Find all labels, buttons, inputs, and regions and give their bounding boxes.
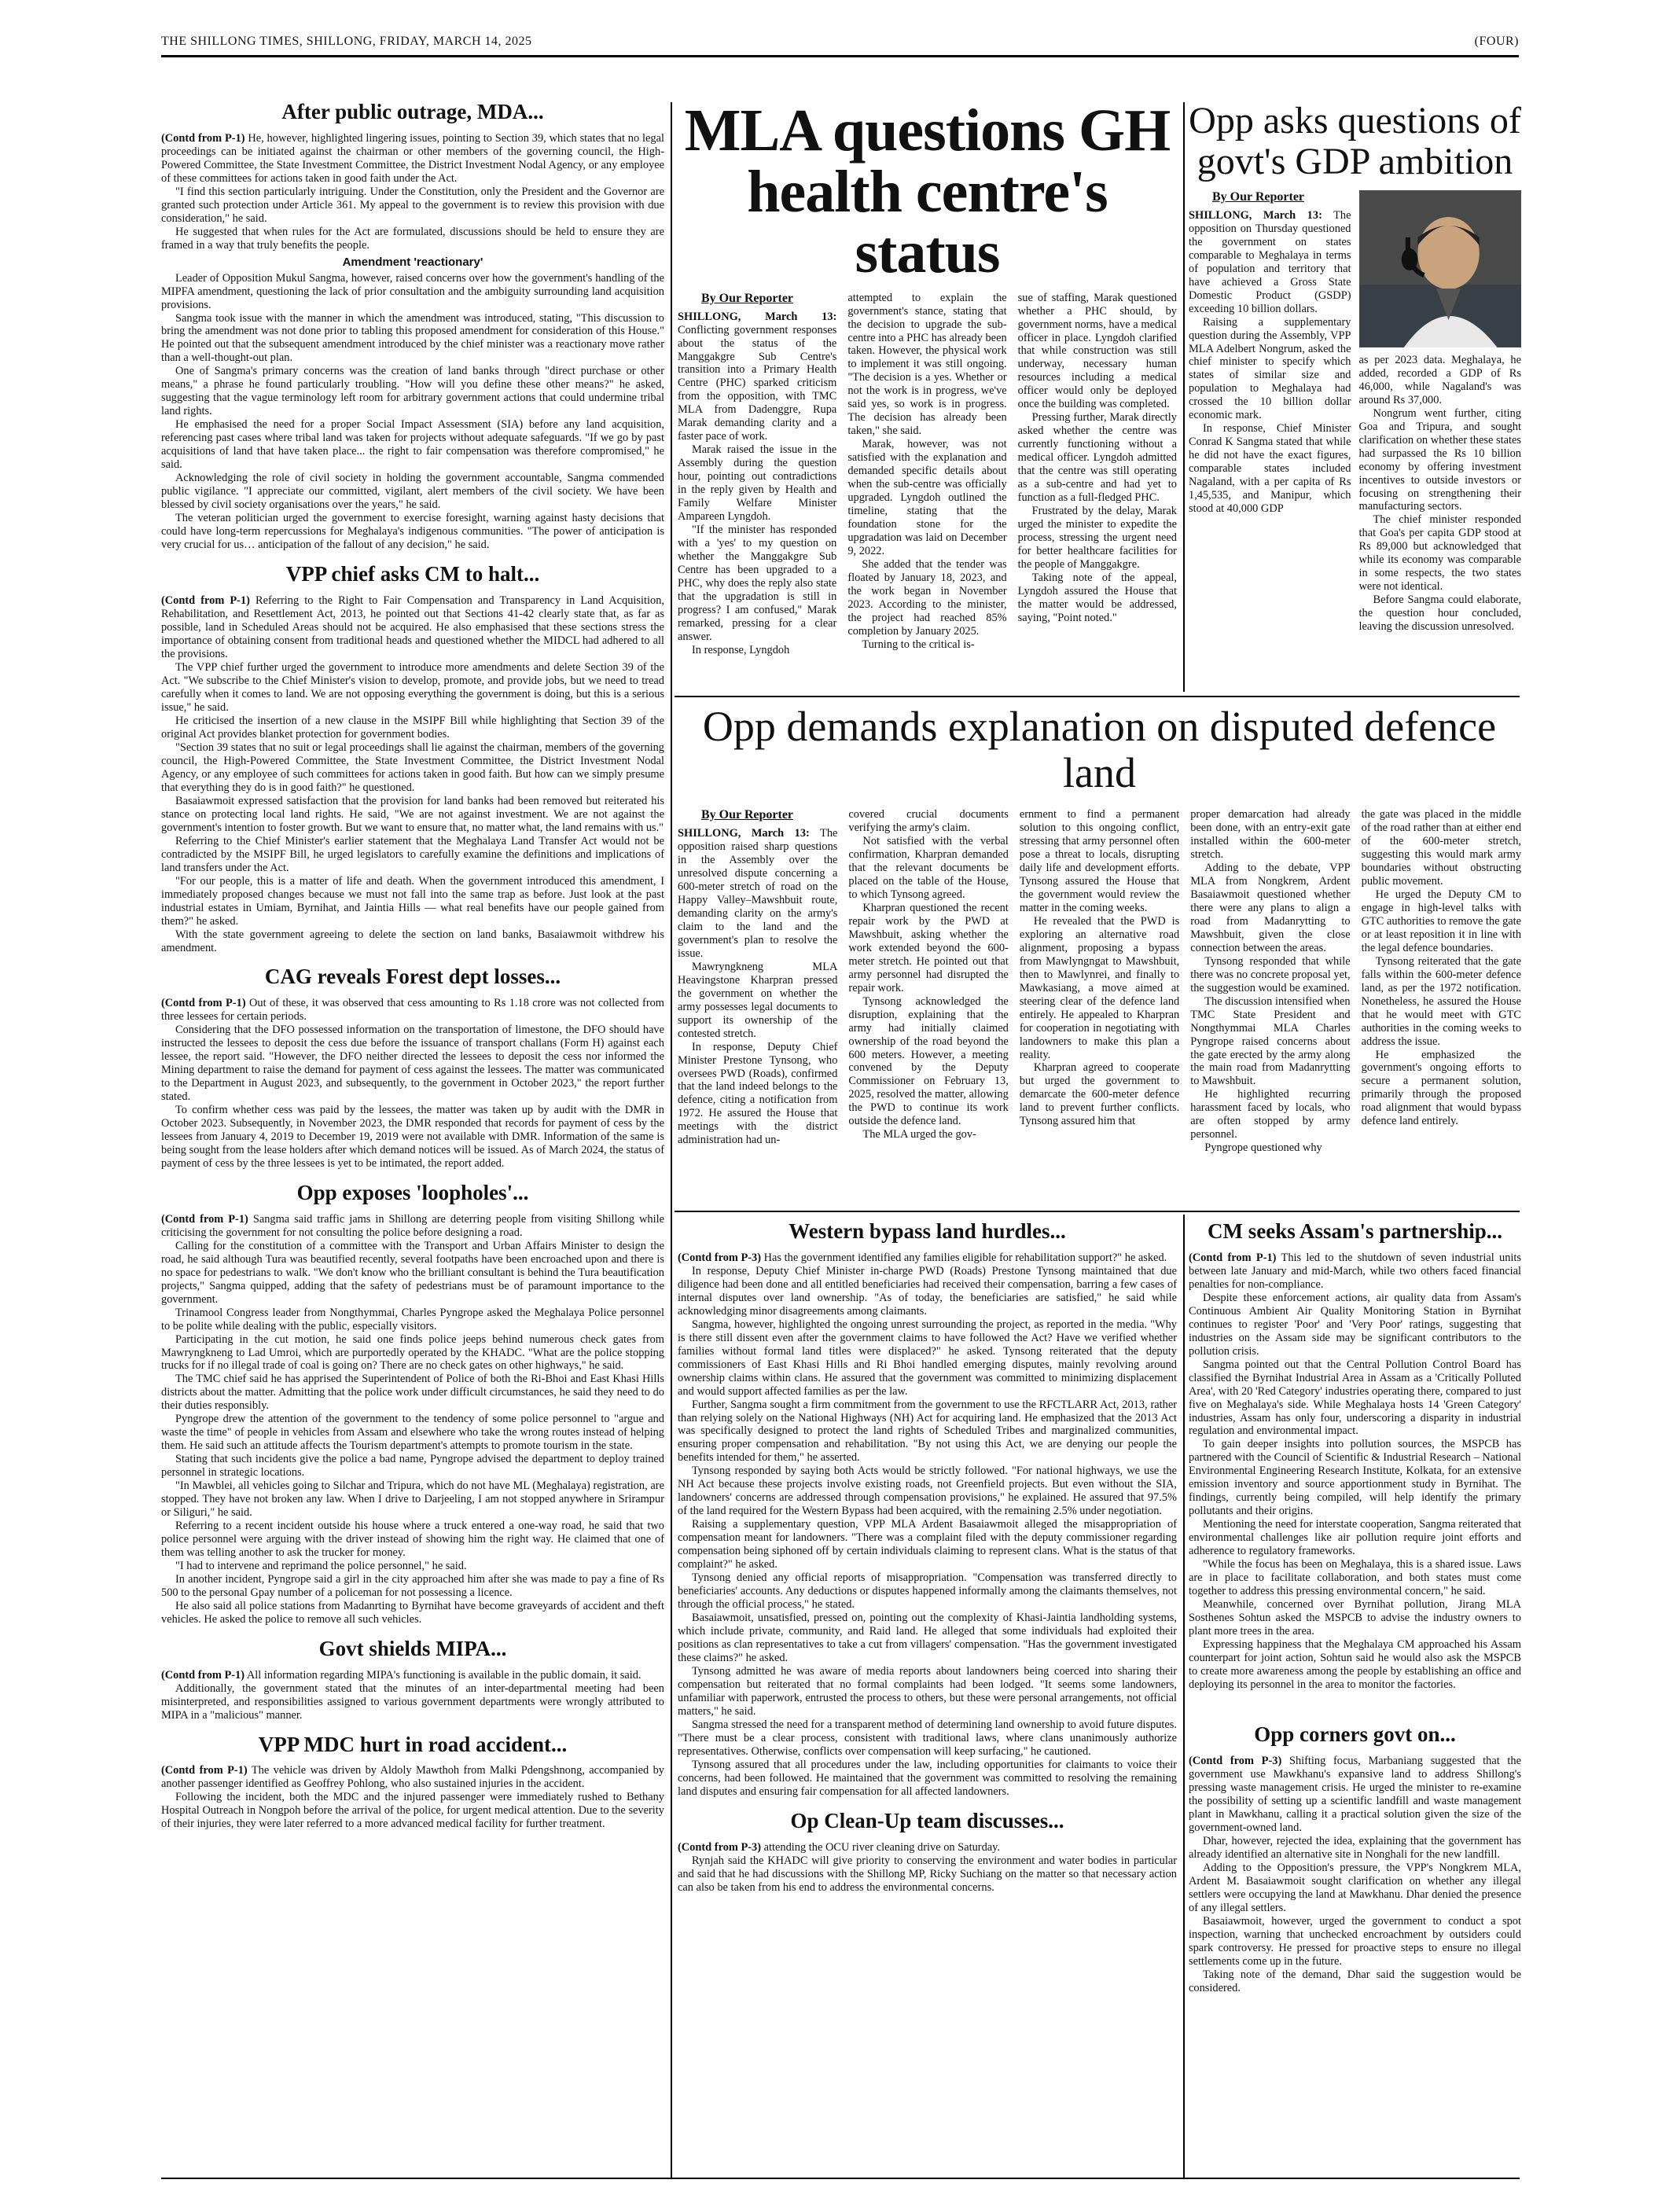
- paragraph: Participating in the cut motion, he said one finds police jeeps behind numerous check gates from Mawryngkneng to Lad Umroi, which are purportedly operated by the KHADC. "What are the police stopping trucks for if no illegal trade of coal is going on? There are no check gates on other highways," he said.: [161, 1332, 664, 1373]
- paragraph: Taking note of the appeal, Lyngdoh assured the House that the matter would be addressed, saying, "Point noted.": [1017, 572, 1177, 625]
- paragraph: SHILLONG, March 13: Conflicting government responses about the status of the Manggakgre Sub Centre's transition into a Primary Health Centre (PHC) sparked criticism from the opposition, with TMC MLA from Dadenggre, Rupa Marak demanding clarity and a faster pace of work.: [678, 310, 837, 443]
- column: [1189, 190, 1351, 634]
- paragraph: "I had to intervene and reprimand the police personnel," he said.: [175, 1560, 467, 1573]
- paragraph: as per 2023 data. Meghalaya, he added, recorded a GDP of Rs 46,000, while Nagaland's was around Rs 37,000.: [1358, 353, 1521, 406]
- byline: By Our Reporter: [701, 807, 794, 822]
- paragraph: He criticised the insertion of a new clause in the MSIPF Bill while highlighting that Section 39 of the original Act provides blanket protection for government bodies.: [161, 714, 664, 741]
- column-divider-left: [671, 102, 672, 2178]
- rule-below-defence: [675, 1211, 1520, 1212]
- article-gh-health-centre: [678, 101, 1177, 692]
- paragraph: Kharpran agreed to cooperate but urged the government to demarcate the 600-meter defence land to prevent further conflicts. Tynsong assured him that: [1019, 1061, 1180, 1128]
- paragraph: In response, Lyngdoh: [692, 644, 790, 657]
- paragraph: Expressing happiness that the Meghalaya CM approached his Assam counterpart for joint action, Sohtun said he would also ask the MSPCB to create more awareness among the people by establishing an office and deploying its personnel in the area to monitor the factories.: [1189, 1638, 1521, 1692]
- article-columns: [1189, 190, 1521, 634]
- paragraph: Marak, however, was not satisfied with the explanation and demanded specific details about when the sub-centre was officially upgraded. Lyngdoh outlined the timeline, stating that the foundation stone for the upgradation was laid on December 9, 2022.: [847, 438, 1007, 558]
- paragraph: (Contd from P-3) Shifting focus, Marbaniang suggested that the government use Mawkhanu's expansive land to address Shillong's pressing waste management crisis. He urged the minister to re-examine the possibility of setting up a scientific landfill and waste management plant in Mawkhanu, calling it a practical solution given the size of the government-owned land.: [1189, 1754, 1521, 1834]
- paragraph: sue of staffing, Marak questioned whether a PHC should, by government norms, have a medical officer in place. Lyngdoh clarified that while construction was still underway, necessary human resources including a medical officer would only be deployed once the building was completed.: [1017, 291, 1177, 411]
- paragraph: Referring to a recent incident outside his house where a truck entered a one-way road, he said that two police personnel were arguing with the driver instead of showing him the right way. He claimed that one of them was telling another to ask the trucker for money.: [161, 1520, 664, 1560]
- paragraph: Trinamool Congress leader from Nongthymmai, Charles Pyngrope asked the Meghalaya Police personnel to be polite while dealing with the public, especially visitors.: [161, 1306, 664, 1332]
- paragraph: (Contd from P-3) attending the OCU river cleaning drive on Saturday.: [678, 1840, 1001, 1854]
- paragraph: Adding to the debate, VPP MLA from Nongkrem, Ardent Basaiawmoit questioned whether there were any plans to align a road from Madanrytting to Mawshbuit, given the close connection between the areas.: [1190, 861, 1351, 954]
- paragraph: "While the focus has been on Meghalaya, this is a shared issue. Laws are in place to facilitate collaboration, and both states must come together to address this pressing environmental concern," he said.: [1189, 1558, 1521, 1598]
- paragraph: Tynsong reiterated that the gate falls within the 600-meter defence land, as per the 1972 notification. Nonetheless, he assured the House that he would meet with GTC authorities in the coming weeks to address the issue.: [1361, 954, 1521, 1048]
- paragraph: Frustrated by the delay, Marak urged the minister to expedite the process, stressing the urgent need for better healthcare facilities for the people of Manggakgre.: [1017, 505, 1177, 572]
- paragraph: The chief minister responded that Goa's per capita GDP stood at Rs 89,000 but acknowledged that while its economy was comparable in some respects, the two states were not identical.: [1358, 513, 1521, 594]
- paragraph: (Contd from P-1) This led to the shutdown of seven industrial units between late January and mid-March, while two others faced financial penalties for non-compliance.: [1189, 1251, 1521, 1291]
- paragraph: (Contd from P-1) Referring to the Right to Fair Compensation and Transparency in Land Acquisition, Rehabilitation, and Resettlement Act, 2013, he pointed out that Sections 41-42 clearly state that, as far as possible, land in Scheduled Areas should not be acquired. He also emphasised that these sections stress the importance of obtaining consent from traditional heads and questioned whether the MIDCL had adhered to all the provisions.: [161, 594, 664, 660]
- paragraph: Sangma, however, highlighted the ongoing unrest surrounding the project, as reported in the media. "Why is there still dissent even after the government claims to have followed the Act? Have we verified whether families without formal land titles were displaced?" he asked. Tynsong reiterated that the deputy commissioners of East Khasi Hills and Ri Bhoi handled emerging disputes, mainly revolving around ownership claims within clans. He assured that the government was committed to minimizing displacement and would support affected families as per the law.: [678, 1318, 1177, 1398]
- paragraph: Basaiawmoit, unsatisfied, pressed on, pointing out the complexity of Khasi-Jaintia landholding systems, which include private, community, and Raid land. He alleged that some individuals had exploited their positions as clan representatives to take a cut from villagers' compensation. "Has the government investigated these claims?" he asked.: [678, 1612, 1177, 1665]
- paragraph: One of Sangma's primary concerns was the creation of land banks through "direct purchase or other means," a phrase he found particularly troubling. "How will you define these other means?" he asked, suggesting that the vague terminology left room for arbitrary government actions that could undermine tribal land rights.: [161, 365, 664, 418]
- headline: Govt shields MIPA...: [318, 1637, 507, 1661]
- paragraph: He emphasized the government's ongoing efforts to secure a permanent solution, primarily through the proposed road alignment that would bypass defence land entirely.: [1361, 1048, 1521, 1128]
- paragraph: Tynsong denied any official reports of misappropriation. "Compensation was transferred directly to beneficiaries' accounts. Any deductions or disputes happened informally among the claimants themselves, not through the official process," he stated.: [678, 1571, 1177, 1612]
- article-western-bypass: [678, 1220, 1177, 1799]
- paragraph: The veteran politician urged the government to exercise foresight, warning against hasty decisions that could have long-term repercussions for Meghalaya's indigenous communities. "The power of anticipation is very crucial for us… anticipation of the fallout of any decision," he said.: [161, 512, 664, 552]
- paragraph: Mentioning the need for interstate cooperation, Sangma reiterated that environmental challenges like air pollution require joint efforts and adherence to regulatory frameworks.: [1189, 1518, 1521, 1558]
- headline: VPP MDC hurt in road accident...: [258, 1732, 568, 1756]
- article-gdp: [1189, 101, 1521, 692]
- column-divider-gdp: [1183, 102, 1185, 692]
- column: [1190, 808, 1350, 1156]
- article-clean-up: [678, 1810, 1177, 1895]
- paragraph: attempted to explain the government's stance, stating that the decision to upgrade the sub-centre into a PHC has already been taken. However, the physical work to implement it was still ongoing. "The decision is a yes. Whether or not the work is in progress, we've said yes, so work is in progress. The decision has already been taken," she said.: [847, 291, 1007, 438]
- paragraph: (Contd from P-1) The vehicle was driven by Aldoly Mawthoh from Malki Pdengshnong, accompanied by another passenger identified as Geoffrey Pohlong, who also sustained injuries in the accident.: [161, 1764, 664, 1791]
- paragraph: The MLA urged the gov-: [862, 1128, 976, 1141]
- rule-above-defence: [675, 696, 1520, 697]
- footer-rule: [161, 2178, 1520, 2179]
- headline: Op Clean-Up team discusses...: [790, 1809, 1064, 1833]
- paragraph: Not satisfied with the verbal confirmation, Kharpran demanded that the relevant documents be placed on the table of the House, to which Tynsong agreed.: [848, 834, 1009, 901]
- headline: MLA questions GH health centre's status: [684, 101, 1171, 286]
- article-mipa: [161, 1637, 664, 1722]
- paragraph: She added that the tender was floated by January 18, 2023, and the work began in November 2023. According to the minister, the project had reached 85% completion by January 2025.: [847, 558, 1007, 638]
- paragraph: Pyngrope questioned why: [1204, 1141, 1322, 1155]
- paragraph: Following the incident, both the MDC and the injured passenger were immediately rushed to Bethany Hospital Outreach in Nongpoh before the arrival of the police, for urgent medical attention. Due to the severity of their injuries, they were later referred to a more advanced medical facility for further treatment.: [161, 1791, 664, 1831]
- headline: CM seeks Assam's partnership...: [1207, 1220, 1503, 1243]
- paragraph: (Contd from P-1) Out of these, it was observed that cess amounting to Rs 1.18 crore was not collected from three lessees for certain periods.: [161, 997, 664, 1024]
- paragraph: Calling for the constitution of a committee with the Transport and Urban Affairs Minister to design the road, he said although Tura was beautified recently, several footpaths have been encroached upon and there is no space for pedestrians to walk. "We don't know who the brilliant consultant is behind the Tura beautification projects," Sangma quipped, adding that the safety of pedestrians must be of paramount importance to the government.: [161, 1239, 664, 1306]
- paragraph: "If the minister has responded with a 'yes' to my question on whether the Manggakgre Sub Centre has been upgraded to a PHC, why does the reply also state that the upgradation is still in progress? I am confused," Marak remarked, pressing for a clear answer.: [678, 524, 837, 644]
- paragraph: "For our people, this is a matter of life and death. When the government introduced this amendment, I immediately proposed changes because we must not fall into the same trap as before. Just look at the past industrial estates in Umiam, Byrnihat, and Jaintia Hills — what real benefits have our people gained from them?" he asked.: [161, 874, 664, 928]
- column: [848, 808, 1008, 1156]
- paragraph: (Contd from P-1) Sangma said traffic jams in Shillong are deterring people from visiting Shillong while criticising the government for not consulting the police before designing a road.: [161, 1212, 664, 1239]
- middle-lower-column: [678, 1220, 1177, 2175]
- paragraph: Basaiawmoit expressed satisfaction that the provision for land banks had been removed but reiterated his stance on protecting local land rights. He said, "We are not against investment. We are not against the government's intention to foster growth. But we want to ensure that, no matter what, the land remains with us.": [161, 794, 664, 834]
- photo-mla: [1359, 190, 1522, 347]
- column: [1359, 190, 1522, 634]
- paragraph: Tynsong acknowledged the disruption, explaining that the army had initially claimed ownership of the road beyond the 600 meters. However, a meeting convened by the Deputy Commissioner on February 13, 2025, resolved the matter, allowing the PWD to continue its work outside the defence land.: [848, 994, 1009, 1128]
- paragraph: Pyngrope drew the attention of the government to the tendency of some police personnel to "argue and waste the time" of people in vehicles from Assam and elsewhere who take the wrong routes instead of helping them. He said such an attitude affects the Tourism department's attempts to promote tourism in the state.: [161, 1413, 664, 1453]
- article-columns: [678, 808, 1521, 1156]
- paragraph: He urged the Deputy CM to engage in high-level talks with GTC authorities to remove the gate or at least reposition it in line with the legal defence boundaries.: [1361, 888, 1521, 954]
- paragraph: Tynsong assured that all procedures under the law, including opportunities for claimants to voice their concerns, had been followed. He maintained that the government was committed to resolving the remaining land disputes and ensuring fair compensation for all affected landowners.: [678, 1759, 1177, 1799]
- portrait-image: [1359, 190, 1522, 347]
- article-defence-land: [678, 704, 1521, 1208]
- paragraph: Stating that such incidents give the police a bad name, Pyngrope advised the department to deploy trained personnel in strategic locations.: [161, 1453, 664, 1479]
- paragraph: He also said all police stations from Madanrting to Byrnihat have become graveyards of accident and theft vehicles. He asked the police to remove all such vehicles.: [161, 1600, 664, 1626]
- paragraph: Adding to the Opposition's pressure, the VPP's Nongkrem MLA, Ardent M. Basaiawmoit sought clarification on whether any illegal settlers were occupying the land at Mawkhanu. Dhar denied the presence of any illegal settlers.: [1189, 1861, 1521, 1914]
- column: [678, 808, 837, 1156]
- column: [1020, 808, 1179, 1156]
- paragraph: To gain deeper insights into pollution sources, the MSPCB has partnered with the Council of Scientific & Industrial Research – National Environmental Engineering Research Institute, Kolkata, for an extensive emission inventory and source apportionment study in Byrnihat. The findings, currently being compiled, will help identify the primary pollutants and their origins.: [1189, 1438, 1521, 1518]
- headline: Opp exposes 'loopholes'...: [296, 1180, 529, 1204]
- paragraph: He revealed that the PWD is exploring an alternative road alignment, proposing a bypass from Mawlyngngat to Mawshbuit, then to Mawlynrei, and finally to Mawkasiang, a move aimed at steering clear of the defence land entirely. He appealed to Kharpran for cooperation in negotiating with landowners to make this plan a reality.: [1019, 914, 1180, 1061]
- column: [678, 292, 836, 658]
- paragraph: Mawryngkneng MLA Heavingstone Kharpran pressed the government on whether the army possesses legal documents to support its ownership of the contested stretch.: [678, 960, 838, 1040]
- paragraph: Considering that the DFO possessed information on the transportation of limestone, the DFO should have instructed the lessees to deposit the cess due before the issuance of transport challans (Form H) against each lessee, the report said. "However, the DFO neither directed the lessees to deposit the cess nor informed the Mining department to raise the demand for payment of cess against the lessees. The matter was communicated to the Department in August 2023, and subsequently, to the government in October 2023," the report further stated.: [161, 1024, 664, 1104]
- paragraph: Dhar, however, rejected the idea, explaining that the government has already identified an alternative site in Nonghali for the new landfill.: [1189, 1834, 1521, 1861]
- paragraph: Marak raised the issue in the Assembly during the question hour, pointing out contradictions in the reply given by Health and Family Welfare Minister Ampareen Lyngdoh.: [678, 443, 837, 524]
- paragraph: Acknowledging the role of civil society in holding the government accountable, Sangma commended public vigilance. "I appreciate our committed, vigilant, alert members of the civil society. We have been blessed by civil society organisations over the years," he said.: [161, 472, 664, 512]
- paragraph: Sangma pointed out that the Central Pollution Control Board has classified the Byrnihat Industrial Area in Assam as a 'Critically Polluted Area', with 20 'Red Category' industries operating there, compared to just five on Meghalaya's side. While Meghalaya hosts 14 'Green Category' industries, Assam has only four, underscoring a disparity in industrial regulation and environmental impact.: [1189, 1358, 1521, 1438]
- column: [847, 292, 1006, 658]
- paragraph: To confirm whether cess was paid by the lessees, the matter was taken up by audit with the DMR in October 2023. Subsequently, in November 2023, the DMR responded that records for payment of cess by the lessees from January 4, 2019 to December 19, 2019 were not available with DMR. Information of the same is being sought from the lease holders after which demand notices will be issued. As of March 2024, the status of payment of cess by the three lessees is yet to be intimated, the report added.: [161, 1104, 664, 1170]
- paragraph: Rynjah said the KHADC will give priority to conserving the environment and water bodies in particular and said that he had discussions with the Shillong MP, Ricky Suchiang on the matter so that necessary action can also be taken from his end to address the environmental concerns.: [678, 1854, 1177, 1894]
- paragraph: Raising a supplementary question, VPP MLA Ardent Basaiawmoit alleged the misappropriation of compensation meant for landowners. "There was a complaint filed with the deputy commissioner regarding compensation being siphoned off by certain individuals claiming to represent clans. What is the status of that complaint?" he asked.: [678, 1518, 1177, 1571]
- headline: Opp corners govt on...: [1254, 1722, 1456, 1747]
- article-vpp-halt: [161, 563, 664, 954]
- article-outrage: [161, 101, 664, 552]
- column-divider-right-lower: [1183, 1215, 1185, 2178]
- header-page-number: (FOUR): [1474, 35, 1519, 48]
- right-lower-column: [1189, 1220, 1521, 2175]
- paragraph: "Section 39 states that no suit or legal proceedings shall lie against the chairman, members of the governing council, the High-Powered Committee, the State Investment Committee, the District Investment Nodal Agency, or any employee of such committees for actions taken in good faith. But how can we simply presume that everything they do is in good faith?" he questioned.: [161, 741, 664, 794]
- article-opp-corners: [1189, 1723, 1521, 1994]
- paragraph: Referring to the Chief Minister's earlier statement that the Meghalaya Land Transfer Act would not be contradicted by the MSIPF Bill, he urged legislators to carefully examine the definitions and implications of land transfers under the Act.: [161, 834, 664, 874]
- page-header: [161, 35, 1519, 49]
- paragraph: (Contd from P-3) Has the government identified any families eligible for rehabilitation support?" he asked.: [678, 1251, 1167, 1264]
- headline: Opp asks questions of govt's GDP ambition: [1189, 101, 1521, 182]
- paragraph: Pressing further, Marak directly asked whether the centre was currently functioning without a medical officer. Lyngdoh admitted that the centre was still operating as a sub-centre and had yet to function as a full-fledged PHC.: [1017, 411, 1177, 505]
- paragraph: Tynsong responded by saying both Acts would be strictly followed. "For national highways, we use the NH Act because these projects involve existing roads, not Greenfield projects. But even without the SIA, landowners' concerns are addressed through compensation provisions," he explained. He assured that 97.5% of the land required for the Western Bypass had been acquired, with the remaining 2.5% under negotiation.: [678, 1465, 1177, 1518]
- headline: After public outrage, MDA...: [281, 101, 544, 123]
- paragraph: proper demarcation had already been done, with an entry-exit gate installed within the 600-meter stretch.: [1190, 807, 1351, 861]
- paragraph: (Contd from P-1) All information regarding MIPA's functioning is available in the public domain, it said.: [161, 1668, 641, 1682]
- paragraph: With the state government agreeing to delete the section on land banks, Basaiawmoit withdrew his amendment.: [161, 928, 664, 954]
- paragraph: (Contd from P-1) He, however, highlighted lingering issues, pointing to Section 39, which states that no legal proceedings can be initiated against the chairman or other members of the governing council, the High-Powered Committee, the State Investment Committee, the District Investment Nodal Agency, or any employee of these committees for actions taken in good faith under the Act.: [161, 131, 664, 185]
- paragraph: In response, Chief Minister Conrad K Sangma stated that while he did not have the exact figures, comparable states included Nagaland, with a per capita of Rs 1,45,535, and Manipur, which stood at 40,000 GDP: [1189, 422, 1351, 516]
- subheading: Amendment 'reactionary': [342, 255, 483, 269]
- paragraph: In response, Deputy Chief Minister Prestone Tynsong, who oversees PWD (Roads), confirmed that the land indeed belongs to the defence, citing a notification from 1972. He assured the House that meetings with the district administration had un-: [678, 1040, 838, 1147]
- paragraph: "I find this section particularly intriguing. Under the Constitution, only the President and the Governor are granted such protection under Article 361. My appeal to the government is to review this provision with due consideration," he said.: [161, 185, 664, 225]
- paragraph: In response, Deputy Chief Minister in-charge PWD (Roads) Prestone Tynsong maintained that due diligence had been done and all entitled beneficiaries had received their compensation, barring a few cases of internal disputes over land ownership. "As of today, the beneficiaries are satisfied," he said while acknowledging minor disagreements among claimants.: [678, 1264, 1177, 1318]
- paragraph: Sangma stressed the need for a transparent method of determining land ownership to avoid future disputes. "There must be a clear process, consistent with traditional laws, where clans unanimously authorize representatives. Otherwise, conflicts over compensation will keep surfacing," he cautioned.: [678, 1718, 1177, 1759]
- headline: VPP chief asks CM to halt...: [285, 562, 540, 586]
- paragraph: SHILLONG, March 13: The opposition on Thursday questioned the government on states comparable to Meghalaya in terms of population and territory that have achieved a Gross State Domestic Product (GSDP) exceeding 10 billion dollars.: [1189, 208, 1351, 315]
- paragraph: Sangma took issue with the manner in which the amendment was introduced, stating, "This discussion to bring the amendment was not done prior to tabling this proposed amendment for consideration of this House." He pointed out that the subsequent amendment introduced by the chief minister was a reactionary move rather than a well-thought-out plan.: [161, 311, 664, 365]
- article-assam-partnership: [1189, 1220, 1521, 1692]
- paragraph: Before Sangma could elaborate, the question hour concluded, leaving the discussion unresolved.: [1358, 594, 1521, 634]
- header-rule: [161, 55, 1519, 57]
- paragraph: He highlighted recurring harassment faced by locals, who are often stopped by army personnel.: [1190, 1088, 1351, 1141]
- paragraph: "In Mawblei, all vehicles going to Silchar and Tripura, which do not have ML (Meghalaya) registration, are stopped. They have not broken any law. When I drive to Darjeeling, I am not stopped anywhere in Srirampur or Siliguri," he said.: [161, 1479, 664, 1520]
- paragraph: Meanwhile, concerned over Byrnihat pollution, Jirang MLA Sosthenes Sohtun asked the MSPCB to advise the industry owners to plant more trees in the area.: [1189, 1598, 1521, 1638]
- paragraph: SHILLONG, March 13: The opposition raised sharp questions in the Assembly over the unresolved dispute concerning a 600-meter stretch of road on the Happy Valley–Mawshbuit route, demanding clarity on the army's claim to the land and the government's plan to resolve the issue.: [678, 826, 838, 960]
- byline: By Our Reporter: [701, 291, 794, 305]
- paragraph: The VPP chief further urged the government to introduce more amendments and delete Section 39 of the Act. "We subscribe to the Chief Minister's vision to develop, promote, and provide jobs, but we need to tread carefully when it comes to land. We are not opposing everything the government is doing, but this is a serious issue," he said.: [161, 660, 664, 714]
- paragraph: Nongrum went further, citing Goa and Tripura, and sought clarification on whether these states had surpassed the Rs 10 billion economy by offering investment incentives to outside investors or focusing on strengthening their manufacturing sectors.: [1358, 406, 1521, 513]
- header-dateline: THE SHILLONG TIMES, SHILLONG, FRIDAY, MARCH 14, 2025: [161, 35, 532, 48]
- left-column: [161, 101, 664, 2176]
- paragraph: Additionally, the government stated that the minutes of an inter-departmental meeting had been misinterpreted, and responsibilities assigned to various government departments were wrongly attributed to MIPA in a "malicious" manner.: [161, 1682, 664, 1722]
- paragraph: Tynsong admitted he was aware of media reports about landowners being coerced into sharing their compensation but reiterated that no formal complaints had been lodged. "It seems some landowners, unfamiliar with paperwork, entrusted the process to others, but these were personal arrangements, not official matters," he said.: [678, 1665, 1177, 1718]
- paragraph: The TMC chief said he has apprised the Superintendent of Police of both the Ri-Bhoi and East Khasi Hills districts about the matter. Admitting that the police work under difficult circumstances, he said they need to do their duties responsibly.: [161, 1373, 664, 1413]
- article-mdc: [161, 1733, 664, 1832]
- article-loopholes: [161, 1182, 664, 1626]
- column: [1362, 808, 1521, 1156]
- paragraph: Basaiawmoit, however, urged the government to conduct a spot inspection, warning that unchecked encroachment by outsiders could spark controversy. He pressed for proactive steps to ensure no illegal settlements come up in the future.: [1189, 1914, 1521, 1968]
- paragraph: Despite these enforcement actions, air quality data from Assam's Continuous Ambient Air Quality Monitoring Station in Byrnihat continues to register 'Poor' and 'Very Poor' ratings, suggesting that industries on the Assam side may be significant contributors to the pollution crisis.: [1189, 1291, 1521, 1358]
- paragraph: Turning to the critical is-: [862, 638, 975, 652]
- column: [1018, 292, 1177, 658]
- paragraph: Further, Sangma sought a firm commitment from the government to use the RFCTLARR Act, 2013, rather than relying solely on the National Highways (NH) Act for acquiring land. He emphasized that the 2013 Act was specifically designed to protect the land rights of Scheduled Tribes and marginalized communities, ensuring proper compensation and rehabilitation. "By not using this Act, we are denying our people the benefits intended for them," he asserted.: [678, 1398, 1177, 1465]
- paragraph: He emphasised the need for a proper Social Impact Assessment (SIA) before any land acquisition, referencing past cases where tribal land was taken for projects without adequate safeguards. "If we go by past acquisitions of land that have taken place... the right to fair compensation was therefore compromised," he said.: [161, 418, 664, 472]
- paragraph: Raising a supplementary question during the Assembly, VPP MLA Adelbert Nongrum, asked the chief minister to specify which states of similar size and population to Meghalaya had crossed the 10 billion dollar economic mark.: [1189, 315, 1351, 422]
- paragraph: Taking note of the demand, Dhar said the suggestion would be considered.: [1189, 1968, 1521, 1994]
- article-cag: [161, 965, 664, 1170]
- byline: By Our Reporter: [1212, 189, 1305, 204]
- paragraph: the gate was placed in the middle of the road rather than at either end of the 600-meter stretch, suggesting this would mark army boundaries without obstructing public movement.: [1361, 807, 1521, 888]
- paragraph: The discussion intensified when TMC State President and Nongthymmai MLA Charles Pyngrope raised concerns about the gate erected by the army along the main road from Madanrytting to Mawshbuit.: [1190, 994, 1351, 1088]
- paragraph: Leader of Opposition Mukul Sangma, however, raised concerns over how the government's handling of the MIPFA amendment, questioning the lack of prior consultation and the ambiguity surrounding land acquisition provisions.: [161, 271, 664, 311]
- paragraph: Tynsong responded that while there was no concrete proposal yet, the suggestion would be examined.: [1190, 954, 1351, 994]
- paragraph: covered crucial documents verifying the army's claim.: [848, 807, 1009, 834]
- paragraph: He suggested that when rules for the Act are formulated, discussions should be held to ensure they are framed in a way that truly benefits the people.: [161, 225, 664, 252]
- paragraph: In another incident, Pyngrope said a girl in the city approached him after she was made to pay a fine of Rs 500 to the personal Gpay number of a policeman for not possessing a licence.: [161, 1573, 664, 1600]
- headline: CAG reveals Forest dept losses...: [264, 965, 561, 989]
- paragraph: ernment to find a permanent solution to this ongoing conflict, stressing that army personnel often pose a threat to locals, disrupting daily life and development efforts. Tynsong assured the House that the government would review the matter in the coming weeks.: [1019, 807, 1180, 914]
- headline: Opp demands explanation on disputed defence land: [702, 704, 1497, 797]
- paragraph: Kharpran questioned the recent repair work by the PWD at Mawshbuit, asking whether the work extended beyond the 600-meter stretch. He pointed out that army personnel had disrupted the repair work.: [848, 901, 1009, 994]
- article-columns: [678, 292, 1177, 658]
- headline: Western bypass land hurdles...: [789, 1220, 1066, 1243]
